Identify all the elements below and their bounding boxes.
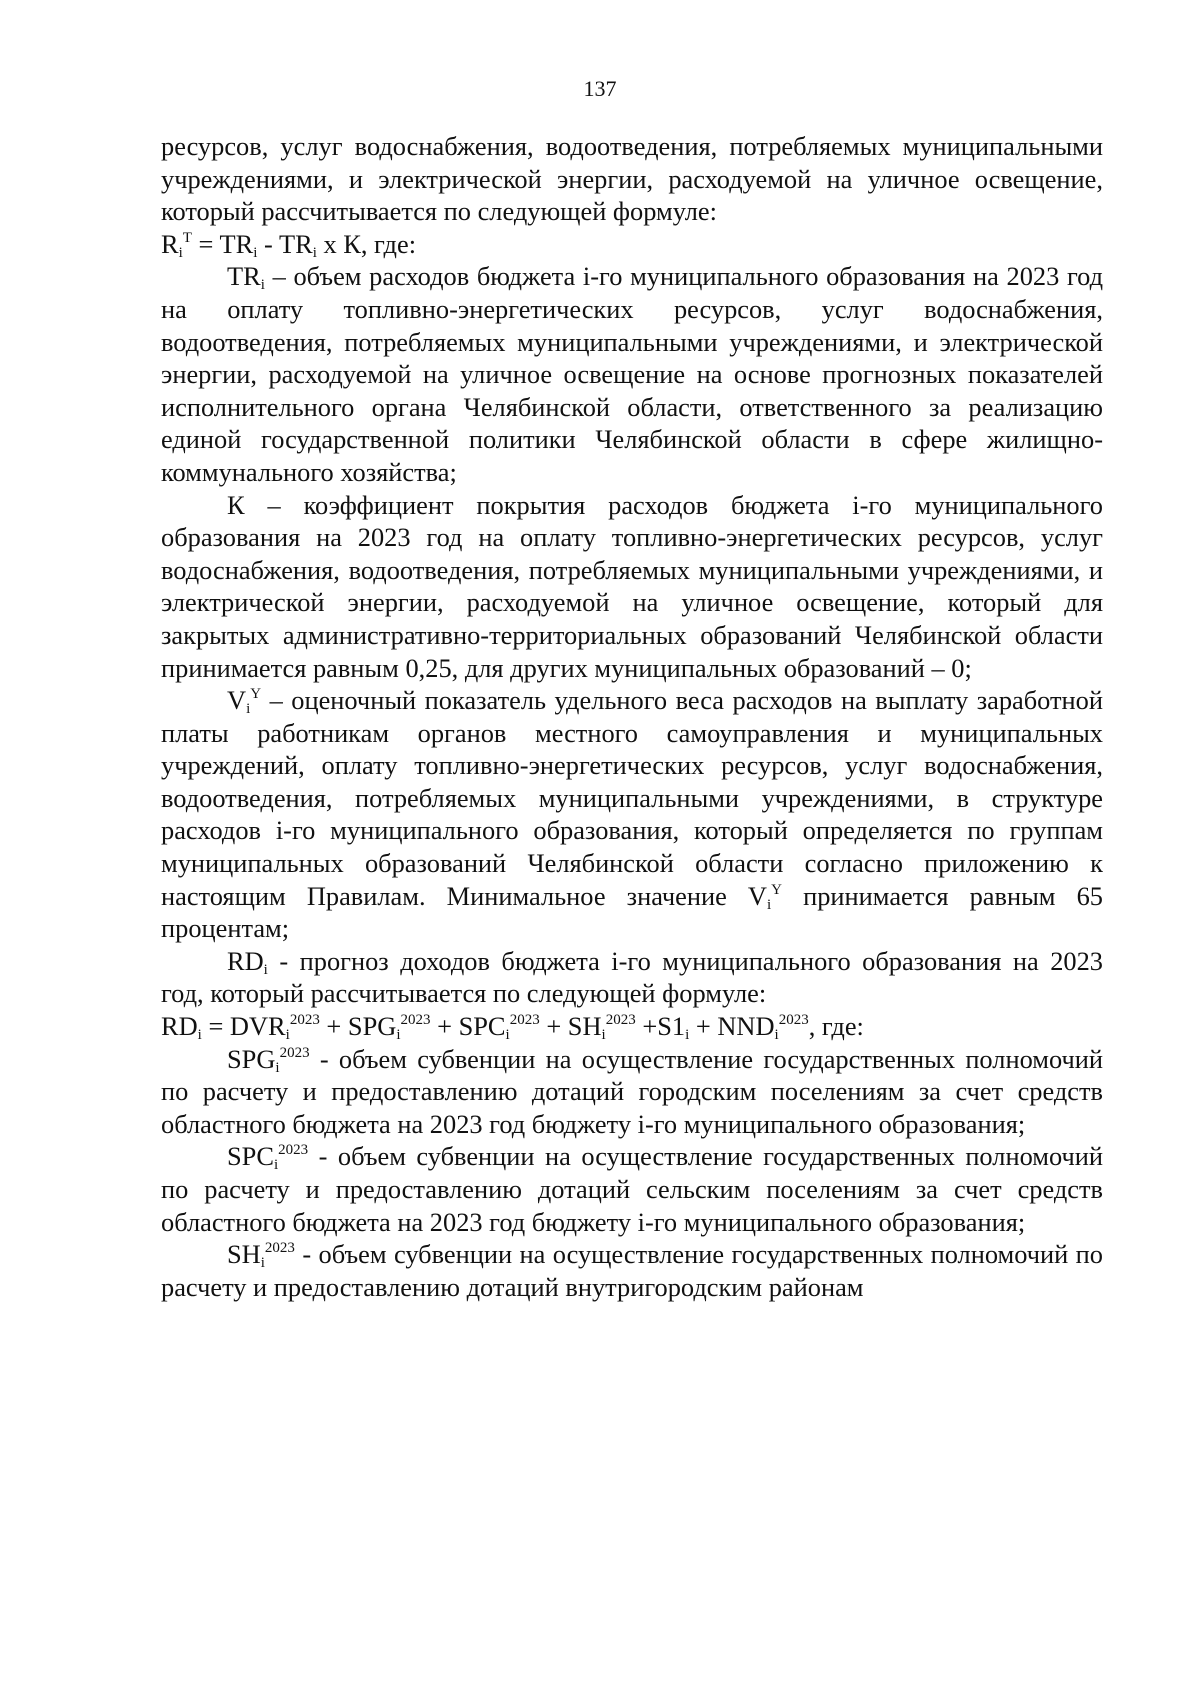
symbol-tr: $TR_i$ xyxy=(227,261,265,294)
symbol-v-inline: $V_i^Y$ xyxy=(747,880,782,913)
page-number: 137 xyxy=(583,76,617,101)
definition-spc: $SPC_i^{2023}$ - объем субвенции на осуществление государственных полномочий по расчету и предоставлению дотаций сельским поселениям за счет средств областного бюджета на 2023 год бюджету i-го муниципального образования; xyxy=(161,1141,1103,1237)
symbol-spg: $SPG_i^{2023}$ xyxy=(227,1043,310,1076)
definition-rd: $RD_i$ - прогноз доходов бюджета i-го муниципального образования на 2023 год, который рассчитывается по следующей формуле: xyxy=(161,945,1103,1009)
definition-spg: $SPG_i^{2023}$ - объем субвенции на осуществление государственных полномочий по расчету и предоставлению дотаций городским поселениям за счет средств областного бюджета на 2023 год бюджету i-го муниципального образования; xyxy=(161,1043,1103,1139)
symbol-k: К xyxy=(227,489,245,520)
document-body xyxy=(161,130,1103,1303)
definition-v: $V_i^Y$ – оценочный показатель удельного веса расходов на выплату заработной платы работникам органов местного самоуправления и муниципальных учреждений, оплату топливно-энергетических ресурсов, услуг водоснабжения, водоотведения, потребляемых муниципальными учреждениями, в структуре расходов i-го муниципального образования, который определяется по группам муниципальных образований Челябинской области согласно приложению к настоящим Правилам. Минимальное значение $V_i^Y$ принимается равным 65 процентам; xyxy=(161,685,1104,944)
definition-k: К – коэффициент покрытия расходов бюджета i-го муниципального образования на 2023 год на оплату топливно-энергетических ресурсов, услуг водоснабжения, водоотведения, потребляемых муниципальными учреждениями, и электрической энергии, расходуемой на уличное освещение, который для закрытых административно-территориальных образований Челябинской области принимается равным 0,25, для других муниципальных образований – 0; xyxy=(161,489,1103,683)
definition-tr: $TR_i$ – объем расходов бюджета i-го муниципального образования на 2023 год на оплату топливно-энергетических ресурсов, услуг водоснабжения, водоотведения, потребляемых муниципальными учреждениями, и электрической энергии, расходуемой на уличное освещение на основе прогнозных показателей исполнительного органа Челябинской области, ответственного за реализацию единой государственной политики Челябинской области в сфере жилищно-коммунального хозяйства; xyxy=(161,261,1103,487)
symbol-spc: $SPC_i^{2023}$ xyxy=(227,1141,309,1174)
formula-rd: $RD_i = DVR_i^{2023} + SPG_i^{2023} + SPC_i^{2023} + SH_i^{2023} +S1_i + NND_i^{2023}$, где: xyxy=(161,1011,864,1044)
definition-sh: $SH_i^{2023}$ - объем субвенции на осуществление государственных полномочий по расчету и предоставлению дотаций внутригородским районам xyxy=(161,1239,1103,1302)
formula-r-t: $R_i^T = TR_i - TR_i$ x К, где: xyxy=(161,228,417,261)
symbol-rd: $RD_i$ xyxy=(227,945,268,978)
intro-paragraph: ресурсов, услуг водоснабжения, водоотведения, потребляемых муниципальными учреждениями, и электрической энергии, расходуемой на уличное освещение, который рассчитывается по следующей формуле: xyxy=(161,131,1103,227)
symbol-v: $V_i^Y$ xyxy=(227,685,262,718)
symbol-sh: $SH_i^{2023}$ xyxy=(227,1239,295,1272)
